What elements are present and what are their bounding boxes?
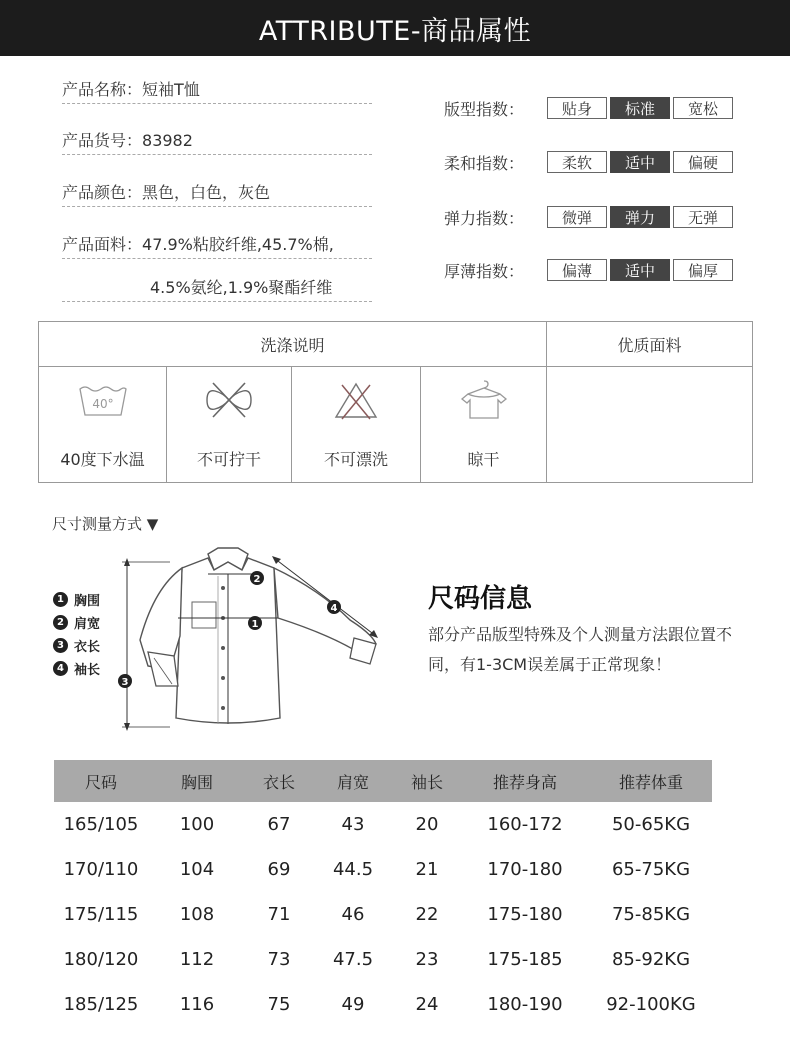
svg-text:1: 1	[251, 619, 259, 630]
wash-item: 不可拧干	[167, 367, 291, 482]
legend-sleeve: 4 袖长	[53, 659, 100, 678]
svg-text:40°: 40°	[91, 397, 114, 411]
index-option: 偏厚	[673, 259, 733, 281]
size-table-header: 尺码 胸围 衣长 肩宽 袖长 推荐身高 推荐体重	[54, 760, 712, 802]
divider	[546, 322, 547, 482]
fabric-title: 优质面料	[617, 335, 682, 355]
index-option: 无弹	[673, 206, 733, 228]
hang-dry-icon	[458, 379, 510, 421]
page-header	[0, 0, 790, 56]
svg-text:3: 3	[121, 677, 129, 688]
wash-item: 晾干	[421, 367, 546, 482]
measure-title: 尺寸测量方式 ▼	[52, 515, 159, 533]
index-option: 偏硬	[673, 151, 733, 173]
index-fit: 版型指数： 贴身 标准 宽松	[444, 96, 736, 120]
wash-item: 不可漂洗	[292, 367, 420, 482]
table-row: 170/110 104 69 44.5 21 170-180 65-75KG	[63, 859, 691, 880]
attr-item-no: 产品货号：83982	[62, 131, 372, 155]
size-info-title: 尺码信息	[428, 584, 533, 614]
size-table	[54, 760, 712, 1027]
wash-item: 40° 40度下水温	[39, 367, 166, 482]
index-option: 贴身	[547, 97, 607, 119]
attr-color: 产品颜色：黑色，白色，灰色	[62, 183, 372, 207]
table-row: 165/105 100 67 43 20 160-172 50-65KG	[63, 814, 691, 835]
attr-fabric-line2: 4.5%氨纶,1.9%聚酯纤维	[62, 278, 372, 302]
no-bleach-icon	[330, 379, 382, 421]
legend-length: 3 衣长	[53, 636, 100, 655]
attr-name: 产品名称：短袖T恤	[62, 80, 372, 104]
index-option: 偏薄	[547, 259, 607, 281]
table-row: 185/125 116 75 49 24 180-190 92-100KG	[63, 994, 696, 1015]
table-row: 180/120 112 73 47.5 23 175-185 85-92KG	[63, 949, 691, 970]
table-row: 175/115 108 71 46 22 175-180 75-85KG	[63, 904, 691, 925]
index-option: 宽松	[673, 97, 733, 119]
index-softness: 柔和指数： 柔软 适中 偏硬	[444, 150, 736, 174]
wash-title: 洗涤说明	[260, 335, 325, 355]
page-title: ATTRIBUTE-商品属性	[258, 15, 532, 47]
legend-shoulder: 2 肩宽	[53, 613, 100, 632]
index-thickness: 厚薄指数： 偏薄 适中 偏厚	[444, 258, 736, 282]
size-info-desc: 部分产品版型特殊及个人测量方法跟位置不同，有1-3CM误差属于正常现象！	[428, 625, 733, 674]
index-option: 柔软	[547, 151, 607, 173]
index-option: 适中	[610, 259, 670, 281]
wash-instructions-table	[38, 321, 753, 483]
shirt-diagram	[110, 540, 400, 735]
svg-text:2: 2	[253, 574, 261, 585]
index-option: 弹力	[610, 206, 670, 228]
no-wring-icon	[203, 379, 255, 421]
index-option: 标准	[610, 97, 670, 119]
index-option: 微弹	[547, 206, 607, 228]
wash-40-icon	[77, 379, 129, 421]
attr-fabric: 产品面料：47.9%粘胶纤维,45.7%棉,	[62, 235, 372, 259]
index-elasticity: 弹力指数： 微弹 弹力 无弹	[444, 205, 736, 229]
legend-chest: 1 胸围	[53, 590, 100, 609]
index-option: 适中	[610, 151, 670, 173]
svg-text:4: 4	[330, 603, 338, 614]
